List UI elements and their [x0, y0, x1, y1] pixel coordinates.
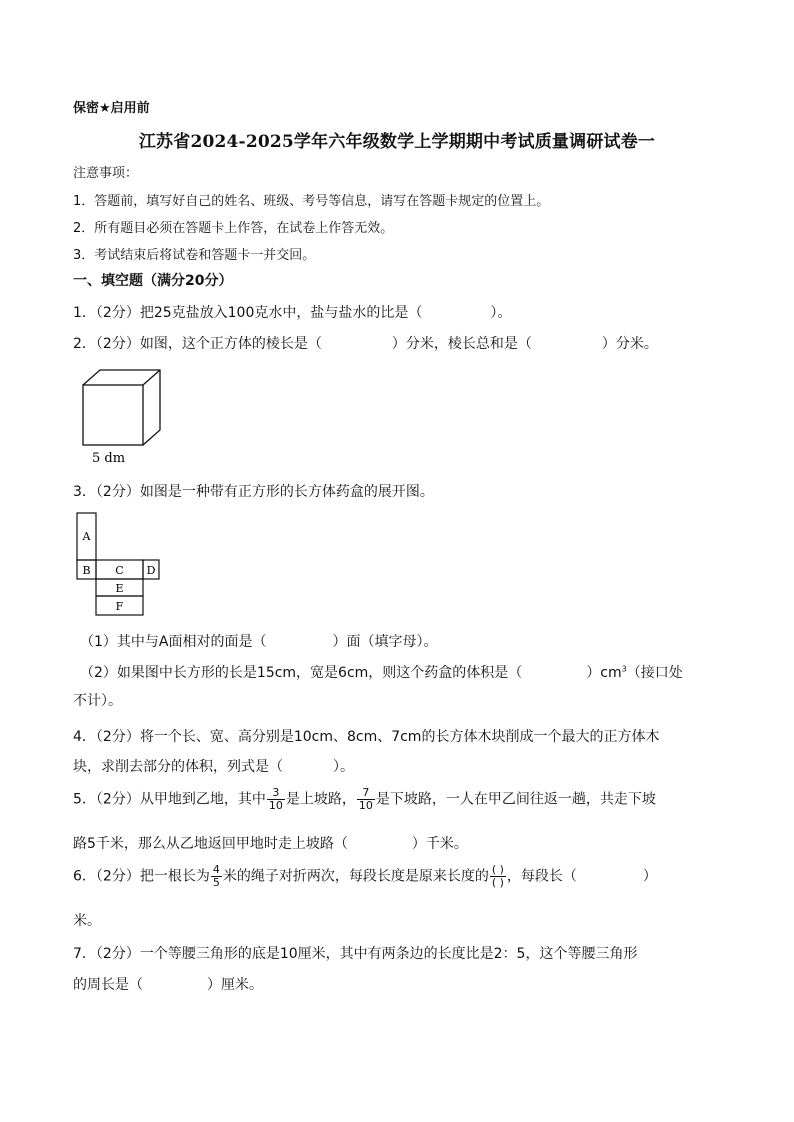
- question-3: 3．（2分）如图是一种带有正方形的长方体药盒的展开图。: [73, 484, 434, 500]
- question-6-cont: 米。: [73, 913, 101, 929]
- net-face-c: C: [115, 564, 124, 577]
- net-face-a: A: [82, 530, 91, 543]
- question-3-part-2: （2）如果图中长方形的长是15cm，宽是6cm，则这个药盒的体积是（ ）$cm^3$（接口处: [80, 664, 683, 681]
- note-item: 3．考试结束后将试卷和答题卡一并交回。: [73, 248, 316, 263]
- cube-figure: [78, 365, 168, 465]
- question-5-cont: 路5千米，那么从乙地返回甲地时走上坡路（ ）千米。: [73, 836, 468, 852]
- fraction-3-10: $\frac{3}{10}$: [268, 786, 283, 812]
- net-face-b: B: [82, 564, 91, 577]
- net-face-f: F: [115, 600, 124, 613]
- question-6: 6．（2分）把一根长为 $\frac{4}{5}$ 米的绳子对折两次，每段长度是原来长度的 $\frac{( )}{( )}$ ，每段长（ ）: [73, 863, 657, 889]
- fraction-7-10: $\frac{7}{10}$: [358, 786, 373, 812]
- cube-edge-label: 5 dm: [92, 451, 126, 465]
- question-3-part-2-cont: 不计）。: [73, 693, 122, 709]
- exam-title: 江苏省2024-2025学年六年级数学上学期期中考试质量调研试卷一: [138, 132, 656, 152]
- question-3-part-1: （1）其中与A面相对的面是（ ）面（填字母）。: [80, 634, 438, 650]
- fraction-blank: $\frac{( )}{( )}$: [491, 863, 504, 889]
- net-face-d: D: [146, 564, 156, 577]
- question-7-cont: 的周长是（ ）厘米。: [73, 977, 263, 993]
- question-2: 2．（2分）如图，这个正方体的棱长是（ ）分米，棱长总和是（ ）分米。: [73, 336, 658, 352]
- net-face-e: E: [115, 582, 124, 595]
- note-item: 1．答题前，填写好自己的姓名、班级、考号等信息，请写在答题卡规定的位置上。: [73, 194, 550, 209]
- question-5: 5．（2分）从甲地到乙地，其中 $\frac{3}{10}$ 是上坡路， $\frac{7}{10}$ 是下坡路，一人在甲乙间往返一趟，共走下坡: [73, 786, 656, 812]
- question-1: 1．（2分）把25克盐放入100克水中，盐与盐水的比是（ ）。: [73, 305, 512, 321]
- box-net-figure: [76, 512, 166, 616]
- note-item: 2．所有题目必须在答题卡上作答，在试卷上作答无效。: [73, 221, 394, 236]
- question-7: 7．（2分）一个等腰三角形的底是10厘米，其中有两条边的长度比是2：5，这个等腰三角形: [73, 946, 638, 962]
- question-4-cont: 块，求削去部分的体积，列式是（ ）。: [73, 759, 354, 775]
- question-1-text: 1．（2分）把25克盐放入100克水中，盐与盐水的比是（: [73, 305, 423, 321]
- notes-heading: 注意事项：: [73, 166, 139, 181]
- question-4: 4．（2分）将一个长、宽、高分别是10cm、8cm、7cm的长方体木块削成一个最大的正方体木: [73, 729, 660, 745]
- confidential-label: 保密★启用前: [73, 101, 150, 116]
- fraction-4-5: $\frac{4}{5}$: [212, 863, 220, 889]
- section-title: 一、填空题（满分20分）: [73, 273, 233, 289]
